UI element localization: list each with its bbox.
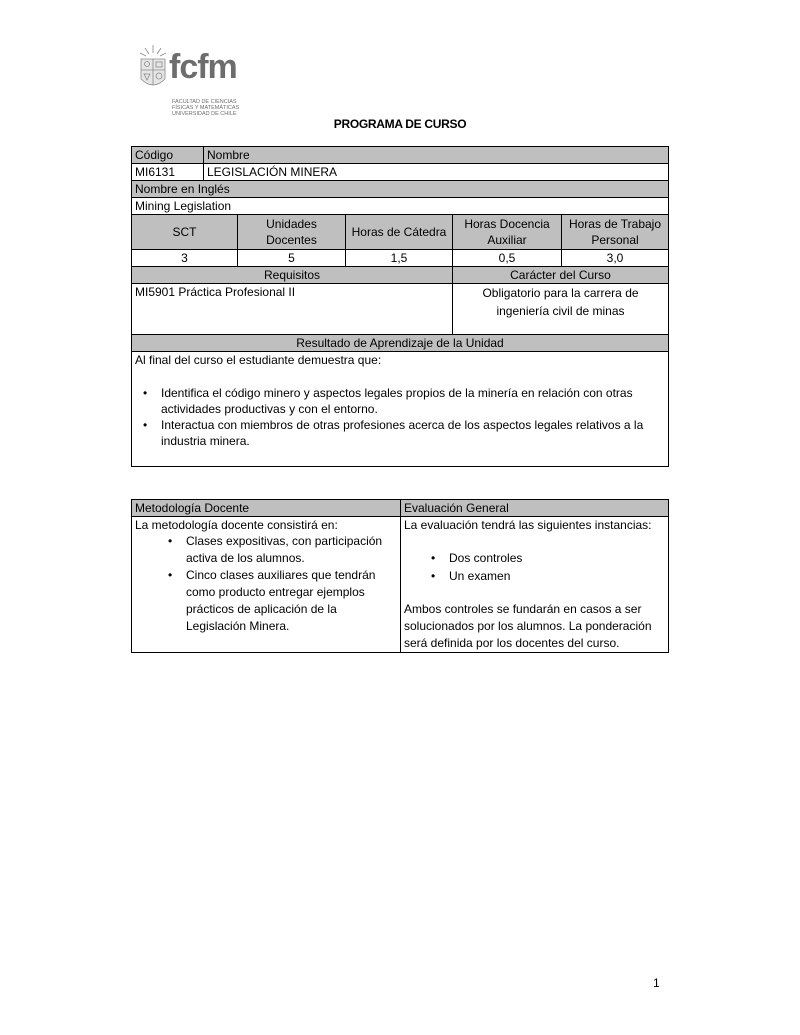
catedra-header: Horas de Cátedra — [346, 215, 453, 250]
requisitos-label: Requisitos — [132, 267, 453, 284]
personal-value: 3,0 — [562, 250, 669, 267]
evaluacion-note: Ambos controles se fundarán en casos a ser solucionados por los alumnos. La ponderación será definida por los docentes del curso. — [404, 602, 652, 650]
list-item: • Dos controles — [449, 549, 665, 567]
metodologia-label: Metodología Docente — [132, 500, 401, 517]
caracter-label: Carácter del Curso — [453, 267, 669, 284]
personal-header: Horas de Trabajo Personal — [562, 215, 669, 250]
resultado-list — [135, 385, 665, 449]
requisitos-value: MI5901 Práctica Profesional II — [132, 284, 453, 335]
nombre-label: Nombre — [204, 147, 669, 164]
page-number: 1 — [653, 976, 660, 990]
metodologia-list — [135, 533, 397, 635]
logo-subtitle: FACULTAD DE CIENCIAS FÍSICAS Y MATEMÁTICAS UNIVERSIDAD DE CHILE — [172, 99, 240, 117]
nombre-ingles-label: Nombre en Inglés — [132, 181, 669, 198]
metodologia-intro: La metodología docente consistirá en: — [135, 518, 338, 532]
resultado-content — [132, 352, 669, 467]
list-item: • Cinco clases auxiliares que tendrán como producto entregar ejemplos prácticos de aplicación de la Legislación Minera. — [186, 567, 389, 635]
codigo-label: Código — [132, 147, 204, 164]
evaluacion-label: Evaluación General — [401, 500, 669, 517]
page-title: PROGRAMA DE CURSO — [333, 117, 467, 131]
auxiliar-value: 0,5 — [453, 250, 562, 267]
resultado-label: Resultado de Aprendizaje de la Unidad — [132, 335, 669, 352]
evaluacion-intro: La evaluación tendrá las siguientes instancias: — [404, 518, 652, 532]
university-seal-icon — [136, 45, 170, 95]
fcfm-logo — [136, 43, 256, 118]
unidades-header: Unidades Docentes — [238, 215, 346, 250]
logo-text: fcfm — [169, 48, 237, 86]
unidades-value: 5 — [238, 250, 346, 267]
metodologia-content — [132, 517, 401, 653]
caracter-value: Obligatorio para la carrera de ingeniería civil de minas — [453, 284, 669, 335]
auxiliar-header: Horas Docencia Auxiliar — [453, 215, 562, 250]
sct-header: SCT — [132, 215, 238, 250]
sct-value: 3 — [132, 250, 238, 267]
catedra-value: 1,5 — [346, 250, 453, 267]
list-item: • Un examen — [449, 567, 665, 585]
list-item: • Identifica el código minero y aspectos legales propios de la minería en relación con otras actividades productivas y con el entorno. — [161, 385, 665, 417]
evaluacion-content — [401, 517, 669, 653]
nombre-ingles-value: Mining Legislation — [132, 198, 669, 215]
nombre-value: LEGISLACIÓN MINERA — [204, 164, 669, 181]
course-info-table — [131, 146, 669, 467]
list-item: • Clases expositivas, con participación activa de los alumnos. — [186, 533, 389, 567]
codigo-value: MI6131 — [132, 164, 204, 181]
resultado-intro: Al final del curso el estudiante demuestra que: — [135, 353, 382, 367]
method-evaluation-table — [131, 499, 669, 653]
evaluacion-list — [404, 549, 665, 585]
list-item: • Interactua con miembros de otras profesiones acerca de los aspectos legales relativos a la industria minera. — [161, 417, 665, 449]
